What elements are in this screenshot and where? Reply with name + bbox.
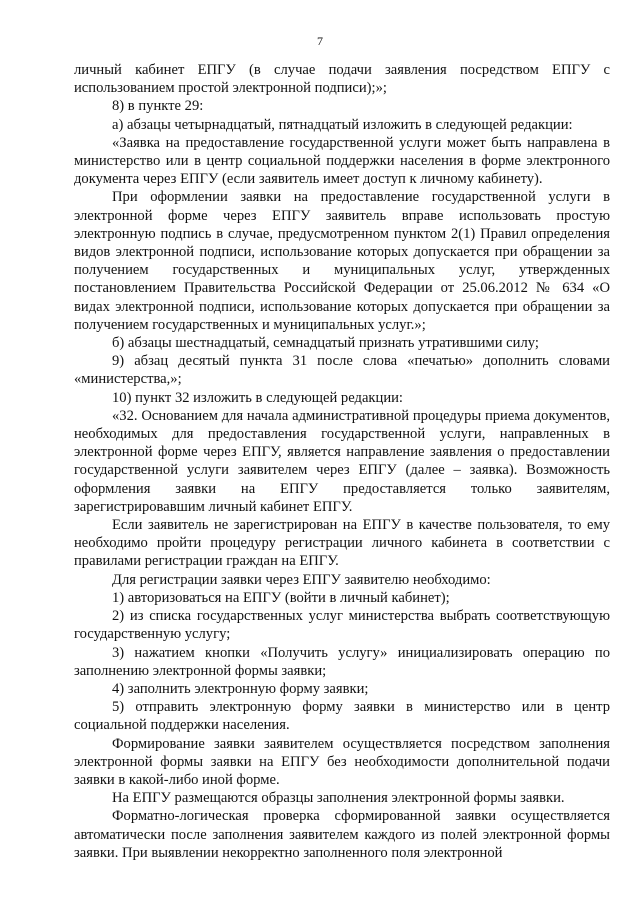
- document-body: [74, 61, 610, 862]
- paragraph: личный кабинет ЕПГУ (в случае подачи заявления посредством ЕПГУ с использованием простой электронной подписи);»;: [74, 62, 610, 97]
- paragraph: 1) авторизоваться на ЕПГУ (войти в личный кабинет);: [112, 589, 450, 606]
- paragraph: «Заявка на предоставление государственной услуги может быть направлена в министерство или в центр социальной поддержки населения в форме электронного документа через ЕПГУ (если заявитель имеет доступ к личному кабинету).: [74, 134, 610, 188]
- paragraph: Форматно-логическая проверка сформированной заявки осуществляется автоматически после заполнения заявителем каждого из полей электронной формы заявки. При выявлении некорректно заполненного поля электронной: [74, 808, 610, 861]
- paragraph: Если заявитель не зарегистрирован на ЕПГУ в качестве пользователя, то ему необходимо пройти процедуру регистрации личного кабинета в соответствии с правилами регистрации граждан на ЕПГУ.: [74, 517, 610, 570]
- paragraph: 8) в пункте 29:: [112, 98, 204, 115]
- paragraph: 2) из списка государственных услуг министерства выбрать соответствующую государственную услугу;: [74, 608, 610, 643]
- paragraph: 10) пункт 32 изложить в следующей редакции:: [112, 389, 403, 406]
- paragraph: б) абзацы шестнадцатый, семнадцатый признать утратившими силу;: [112, 335, 539, 352]
- paragraph: 5) отправить электронную форму заявки в министерство или в центр социальной поддержки населения.: [74, 699, 610, 734]
- paragraph: 3) нажатием кнопки «Получить услугу» инициализировать операцию по заполнению электронной формы заявки;: [74, 644, 610, 679]
- paragraph: 9) абзац десятый пункта 31 после слова «печатью» дополнить словами «министерства,»;: [74, 353, 610, 388]
- paragraph: На ЕПГУ размещаются образцы заполнения электронной формы заявки.: [112, 790, 565, 807]
- paragraph: 4) заполнить электронную форму заявки;: [112, 680, 369, 697]
- paragraph: Для регистрации заявки через ЕПГУ заявителю необходимо:: [112, 571, 491, 588]
- page-number: 7: [317, 34, 323, 48]
- paragraph: а) абзацы четырнадцатый, пятнадцатый изложить в следующей редакции:: [112, 116, 573, 133]
- paragraph: При оформлении заявки на предоставление государственной услуги в электронной форме через ЕПГУ заявитель вправе использовать простую электронную подпись в случае, предусмотренном пунктом 2(1) Правил определения видов электронной подписи, использование которых допускается при обращении за получением государственных и муниципальных услуг, утвержденных постановлением Правительства Российской Федерации от 25.06.2012 № 634 «О видах электронной подписи, использование которых допускается при обращении за получением государственных и муниципальных услуг.»;: [74, 189, 610, 333]
- paragraph: Формирование заявки заявителем осуществляется посредством заполнения электронной формы заявки на ЕПГУ без необходимости дополнительной подачи заявки в какой-либо иной форме.: [74, 735, 610, 788]
- paragraph: «32. Основанием для начала административной процедуры приема документов, необходимых для предоставления государственной услуги, направленных в электронной форме через ЕПГУ, является направление заявления о предоставлении государственной услуги заявителем через ЕПГУ (далее – заявка). Возможность оформления заявки на ЕПГУ предоставляется только заявителям, зарегистрировавшим личный кабинет ЕПГУ.: [74, 407, 610, 515]
